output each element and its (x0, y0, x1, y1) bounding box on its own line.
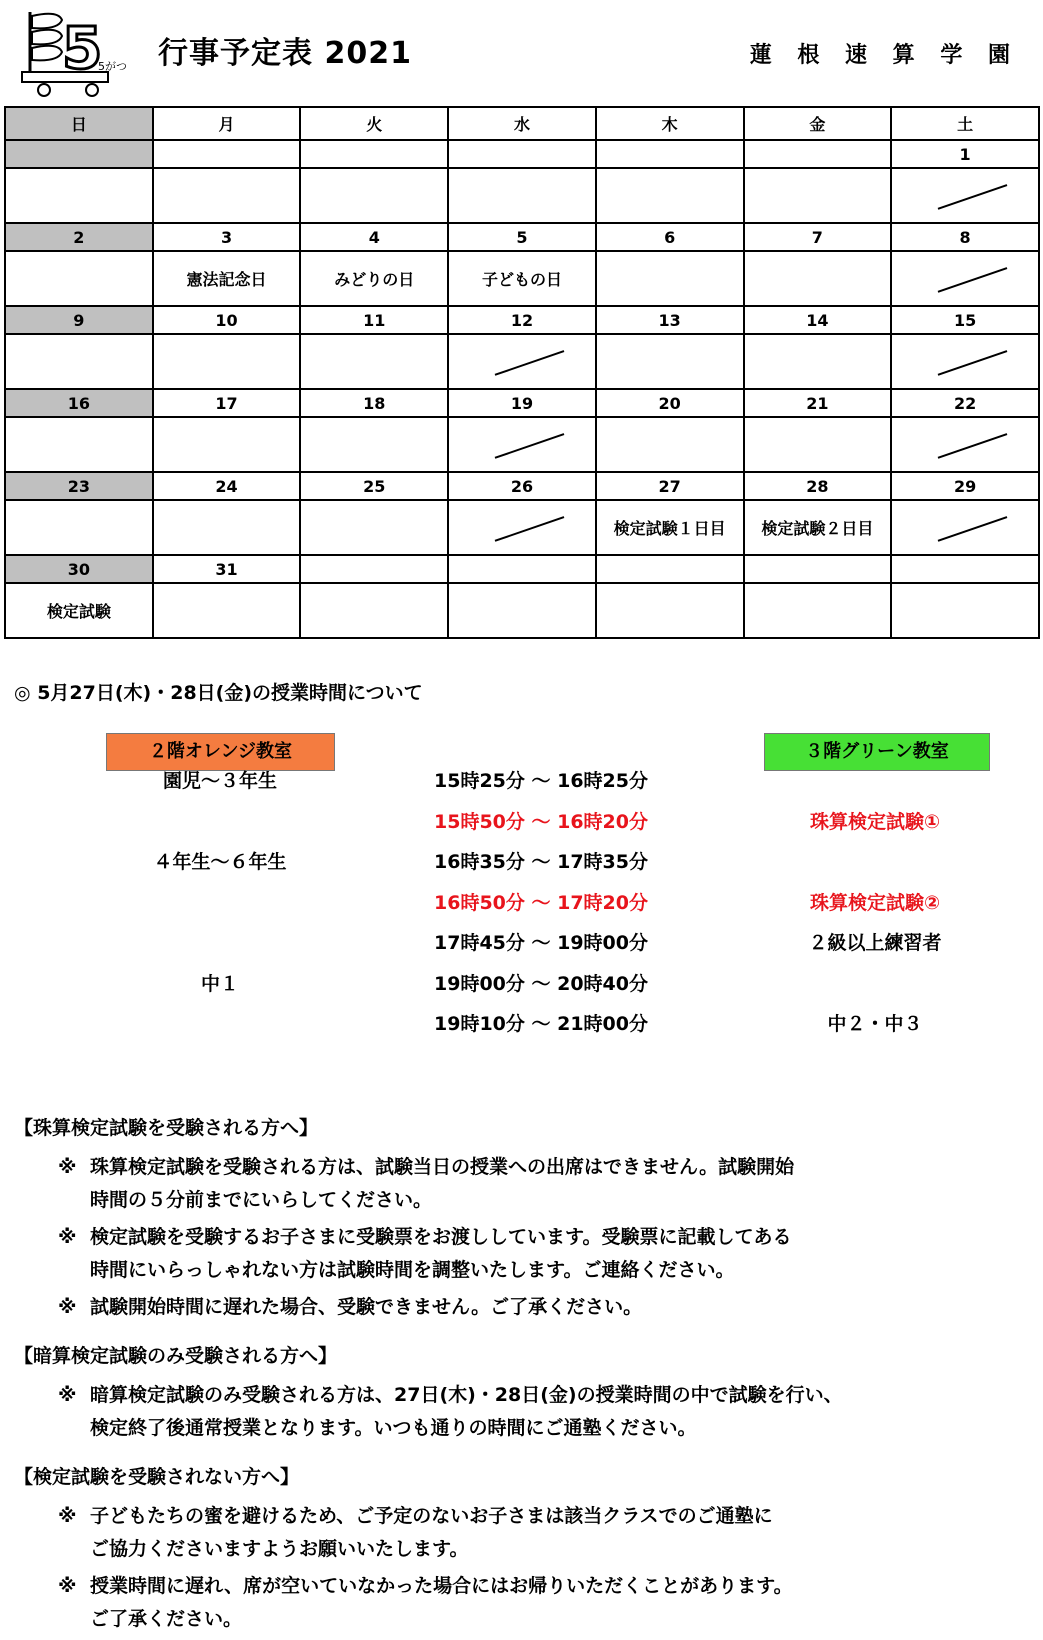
note-item (14, 1570, 1034, 1636)
day-number: 11 (300, 306, 448, 334)
week-event-row (5, 417, 1039, 472)
schedule-row (0, 1009, 1043, 1043)
carp-streamer-logo-icon (18, 6, 127, 102)
note-line: ご了承ください。 (90, 1608, 243, 1630)
note-line: 試験開始時間に遅れた場合、受験できません。ご了承ください。 (90, 1296, 643, 1318)
day-event (891, 583, 1039, 638)
day-number (153, 140, 301, 168)
room-green-label: ３階グリーン教室 (764, 733, 990, 771)
day-number: 15 (891, 306, 1039, 334)
day-number: 13 (596, 306, 744, 334)
slash-mark-icon (494, 350, 564, 376)
note-mark: ※ (58, 1505, 77, 1527)
day-number: 14 (744, 306, 892, 334)
day-number: 26 (448, 472, 596, 500)
day-number (300, 140, 448, 168)
day-number: 18 (300, 389, 448, 417)
week-number-row (5, 223, 1039, 251)
note-section-title: 【検定試験を受験されない方へ】 (14, 1466, 300, 1488)
note-mark: ※ (58, 1575, 77, 1597)
day-number (448, 555, 596, 583)
day-event (744, 168, 892, 223)
schedule-time: 15時25分 ～ 16時25分 (434, 770, 648, 792)
day-event (300, 500, 448, 555)
slash-mark-icon (938, 516, 1008, 542)
day-event: 検定試験１日目 (596, 500, 744, 555)
day-number (891, 555, 1039, 583)
day-number (596, 555, 744, 583)
day-event (153, 168, 301, 223)
weekday-mon: 月 (153, 107, 301, 140)
week-event-row (5, 168, 1039, 223)
closed-day-slash (448, 500, 596, 555)
notes-section (14, 1112, 1034, 1640)
day-event (5, 500, 153, 555)
slash-mark-icon (938, 350, 1008, 376)
weekday-sat: 土 (891, 107, 1039, 140)
weekday-wed: 水 (448, 107, 596, 140)
closed-day-slash (891, 417, 1039, 472)
day-number: 30 (5, 555, 153, 583)
room-orange-label: ２階オレンジ教室 (106, 733, 335, 771)
schedule-group: 中１ (200, 972, 239, 995)
svg-text:5がつ: 5がつ (98, 60, 127, 73)
note-mark: ※ (58, 1156, 77, 1178)
week-number-row (5, 389, 1039, 417)
schedule-note: ２級以上練習者 (808, 932, 942, 954)
day-event (153, 500, 301, 555)
closed-day-slash (891, 500, 1039, 555)
day-event (596, 583, 744, 638)
week-number-row (5, 140, 1039, 168)
day-event (153, 583, 301, 638)
schedule-row (0, 969, 1043, 1003)
day-event (596, 168, 744, 223)
week-number-row (5, 555, 1039, 583)
page-title: 行事予定表 2021 (158, 36, 412, 71)
day-event (5, 251, 153, 306)
day-number: 1 (891, 140, 1039, 168)
day-number: 12 (448, 306, 596, 334)
note-line: 子どもたちの蜜を避けるため、ご予定のないお子さまは該当クラスでのご通塾に (90, 1505, 773, 1527)
day-event: みどりの日 (300, 251, 448, 306)
note-item (14, 1151, 1034, 1217)
note-item (14, 1221, 1034, 1287)
note-section-title: 【珠算検定試験を受験される方へ】 (14, 1117, 319, 1139)
day-event (744, 583, 892, 638)
note-section-title: 【暗算検定試験のみ受験される方へ】 (14, 1345, 338, 1367)
week-number-row (5, 306, 1039, 334)
note-line: 時間にいらっしゃれない方は試験時間を調整いたします。ご連絡ください。 (90, 1259, 735, 1281)
day-number: 27 (596, 472, 744, 500)
day-event: 検定試験２日目 (744, 500, 892, 555)
slash-mark-icon (938, 433, 1008, 459)
day-number (300, 555, 448, 583)
day-number: 8 (891, 223, 1039, 251)
note-item (14, 1291, 1034, 1324)
slash-mark-icon (494, 516, 564, 542)
day-event (5, 168, 153, 223)
closed-day-slash (891, 251, 1039, 306)
note-line: 検定終了後通常授業となります。いつも通りの時間にご通塾ください。 (90, 1417, 697, 1439)
day-number: 5 (448, 223, 596, 251)
schedule-note: 珠算検定試験② (809, 891, 941, 914)
note-item (14, 1379, 1034, 1445)
day-number (596, 140, 744, 168)
day-number: 7 (744, 223, 892, 251)
day-event (5, 334, 153, 389)
day-number: 9 (5, 306, 153, 334)
day-number: 23 (5, 472, 153, 500)
day-number: 17 (153, 389, 301, 417)
day-number: 20 (596, 389, 744, 417)
day-number: 16 (5, 389, 153, 417)
schedule-row (0, 766, 1043, 800)
calendar-table (4, 106, 1040, 639)
logo (18, 6, 127, 102)
day-event: 子どもの日 (448, 251, 596, 306)
week-event-row (5, 583, 1039, 638)
svg-text:5: 5 (62, 14, 103, 82)
day-number: 28 (744, 472, 892, 500)
schedule-time: 19時00分 ～ 20時40分 (434, 972, 648, 995)
closed-day-slash (891, 168, 1039, 223)
schedule-note: 中２・中３ (827, 1013, 923, 1035)
day-event (153, 417, 301, 472)
schedule-time: 16時35分 ～ 17時35分 (434, 851, 648, 873)
day-event (300, 168, 448, 223)
day-event (744, 251, 892, 306)
day-event (596, 251, 744, 306)
day-event (153, 334, 301, 389)
day-number: 4 (300, 223, 448, 251)
schedule-time: 16時50分 ～ 17時20分 (434, 891, 648, 914)
day-number: 25 (300, 472, 448, 500)
schedule-row (0, 847, 1043, 881)
note-mark: ※ (58, 1226, 77, 1248)
weekday-fri: 金 (744, 107, 892, 140)
day-number: 24 (153, 472, 301, 500)
note-line: ご協力くださいますようお願いいたします。 (90, 1538, 469, 1560)
week-event-row (5, 251, 1039, 306)
week-event-row (5, 500, 1039, 555)
day-number (744, 555, 892, 583)
day-number: 31 (153, 555, 301, 583)
week-event-row (5, 334, 1039, 389)
day-number: 21 (744, 389, 892, 417)
day-number: 19 (448, 389, 596, 417)
schedule-heading: ◎ 5月27日(木)・28日(金)の授業時間について (14, 682, 423, 704)
day-event (448, 583, 596, 638)
note-item (14, 1500, 1034, 1566)
note-mark: ※ (58, 1384, 77, 1406)
day-event (596, 417, 744, 472)
day-number: 2 (5, 223, 153, 251)
day-number: 29 (891, 472, 1039, 500)
day-number (5, 140, 153, 168)
week-number-row (5, 472, 1039, 500)
note-mark: ※ (58, 1296, 77, 1318)
note-line: 授業時間に遅れ、席が空いていなかった場合にはお帰りいただくことがあります。 (90, 1575, 793, 1597)
schedule-time: 15時50分 ～ 16時20分 (434, 810, 648, 833)
closed-day-slash (448, 417, 596, 472)
day-event (5, 417, 153, 472)
schedule-row (0, 928, 1043, 962)
day-event (300, 583, 448, 638)
day-event (744, 417, 892, 472)
note-line: 珠算検定試験を受験される方は、試験当日の授業への出席はできません。試験開始 (90, 1156, 795, 1178)
weekday-thu: 木 (596, 107, 744, 140)
day-event (300, 417, 448, 472)
slash-mark-icon (938, 267, 1008, 293)
weekday-tue: 火 (300, 107, 448, 140)
day-number: 3 (153, 223, 301, 251)
slash-mark-icon (494, 433, 564, 459)
note-line: 時間の５分前までにいらしてください。 (90, 1189, 433, 1211)
slash-mark-icon (938, 184, 1008, 210)
schedule-row (0, 888, 1043, 922)
note-line: 検定試験を受験するお子さまに受験票をお渡ししています。受験票に記載してある (90, 1226, 792, 1248)
school-name: 蓮 根 速 算 学 園 (749, 43, 1019, 68)
day-event: 憲法記念日 (153, 251, 301, 306)
day-event (596, 334, 744, 389)
closed-day-slash (448, 334, 596, 389)
day-event: 検定試験 (5, 583, 153, 638)
day-number: 22 (891, 389, 1039, 417)
day-event (448, 168, 596, 223)
note-line: 暗算検定試験のみ受験される方は、27日(木)・28日(金)の授業時間の中で試験を行い、 (90, 1384, 843, 1406)
schedule-group: 園児～３年生 (162, 770, 277, 792)
day-number (448, 140, 596, 168)
day-event (744, 334, 892, 389)
schedule-note: 珠算検定試験① (809, 810, 941, 833)
schedule-time: 19時10分 ～ 21時00分 (434, 1013, 648, 1035)
schedule-row (0, 807, 1043, 841)
day-number (744, 140, 892, 168)
day-event (300, 334, 448, 389)
closed-day-slash (891, 334, 1039, 389)
schedule-group: ４年生～６年生 (153, 851, 287, 873)
weekday-header-row (5, 107, 1039, 140)
weekday-sun: 日 (5, 107, 153, 140)
day-number: 6 (596, 223, 744, 251)
schedule-time: 17時45分 ～ 19時00分 (434, 932, 648, 954)
day-number: 10 (153, 306, 301, 334)
